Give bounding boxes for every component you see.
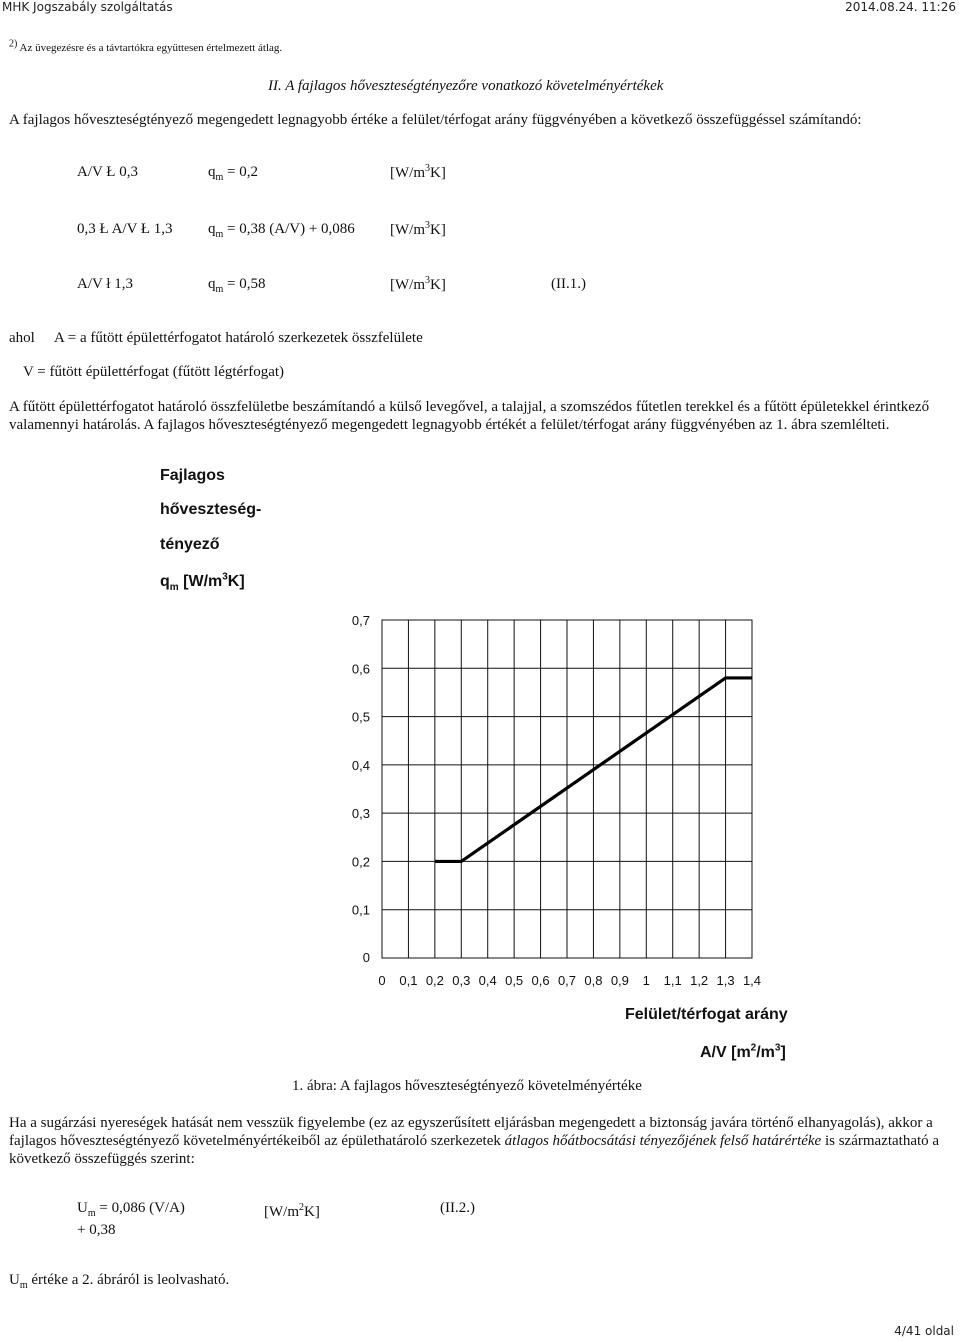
y-tick-label: 0,2: [351, 854, 370, 870]
formula-unit: [390, 277, 446, 294]
formula-unit: [390, 222, 446, 239]
unit-text: [W/m: [390, 222, 425, 238]
formula-rhs: = 0,58: [223, 276, 266, 292]
x-tick-label: 0,7: [557, 973, 577, 988]
formula2-unit: [264, 1204, 320, 1221]
section-title: II. A fajlagos hőveszteségtényezőre vonatkozó követelményértékek: [268, 78, 664, 94]
y-tick-label: 0,5: [351, 709, 370, 725]
unit-exponent: 3: [774, 1042, 781, 1054]
y-tick-label: 0,1: [351, 902, 370, 918]
q-subscript: m: [169, 582, 179, 594]
q-subscript: m: [215, 172, 224, 183]
formula2-rhs: = 0,086 (V/A): [95, 1200, 185, 1216]
chart-xlabel-unit: [700, 1044, 786, 1062]
x-tick-label: 0,6: [531, 973, 550, 988]
y-tick-label: 0,3: [351, 806, 370, 822]
print-datetime: 2014.08.24. 11:26: [845, 0, 956, 14]
unit-exponent: 3: [425, 275, 430, 286]
q-subscript: m: [215, 284, 224, 295]
x-tick-label: 1,4: [742, 973, 762, 988]
chart-ylabel-line: hőveszteség-: [160, 501, 262, 518]
formula-expression: [208, 164, 258, 181]
x-tick-label: 1: [642, 973, 650, 988]
x-tick-label: 1,3: [716, 973, 735, 988]
where-label: ahol: [9, 330, 35, 346]
formula2-continuation: + 0,38: [77, 1222, 116, 1238]
footnote: [9, 38, 283, 54]
x-tick-label: 0,5: [505, 973, 524, 988]
formula-expression: [208, 221, 355, 238]
x-tick-label: 0,3: [452, 973, 471, 988]
unit-text: /m: [756, 1044, 775, 1061]
footnote-text: Az üvegezésre és a távtartókra együttesen értelmezett átlag.: [19, 42, 283, 54]
unit-text: A/V [m: [700, 1044, 751, 1061]
y-tick-label: 0: [362, 950, 370, 965]
definition-a: A = a fűtött épülettérfogatot határoló szerkezetek összfelülete: [54, 330, 423, 346]
unit-text: K]: [430, 277, 446, 293]
formula-rhs: = 0,38 (A/V) + 0,086: [223, 221, 355, 237]
unit-text: K]: [430, 165, 446, 181]
unit-exponent: 3: [222, 571, 228, 583]
unit-text: [W/m: [390, 165, 425, 181]
unit-text: [W/m: [390, 277, 425, 293]
closing-text: értéke a 2. ábráról is leolvasható.: [27, 1272, 230, 1288]
unit-exponent: 2: [750, 1042, 757, 1054]
paragraph-text: is származtatható a következő összefüggés szerint:: [9, 1133, 940, 1167]
unit-text: K]: [227, 573, 245, 590]
q-symbol: q: [208, 276, 216, 292]
formula-condition: A/V ł 1,3: [77, 276, 133, 292]
u-symbol: U: [9, 1272, 20, 1288]
formula-reference: (II.1.): [551, 276, 586, 292]
page-number: 4/41 oldal: [894, 1324, 954, 1338]
chart-ylabel-unit: [160, 571, 245, 594]
formula2-expression: [77, 1200, 185, 1217]
formula-rhs: = 0,2: [223, 164, 258, 180]
chart-ylabel-line: tényező: [160, 536, 220, 553]
q-symbol: q: [208, 221, 216, 237]
unit-exponent: 3: [425, 220, 430, 231]
u-subscript: m: [87, 1208, 96, 1219]
y-tick-label: 0,6: [351, 661, 370, 677]
x-tick-label: 1,2: [690, 973, 709, 988]
paragraph-emphasis: átlagos hőátbocsátási tényezőjének felső határértéke: [504, 1133, 822, 1149]
x-tick-label: 0,4: [478, 973, 497, 988]
q-subscript: m: [215, 229, 224, 240]
formula2-reference: (II.2.): [440, 1200, 475, 1216]
chart-xlabel: Felület/térfogat arány: [625, 1006, 788, 1023]
x-tick-label: 0,8: [584, 973, 603, 988]
q-symbol: q: [208, 164, 216, 180]
x-tick-label: 0,2: [425, 973, 444, 988]
formula-expression: [208, 276, 266, 293]
u-symbol: U: [77, 1200, 88, 1216]
y-tick-label: 0,4: [351, 757, 370, 773]
x-tick-label: 1,1: [663, 973, 682, 988]
footnote-marker: 2): [9, 38, 18, 50]
paragraph-um: [9, 1114, 953, 1168]
intro-text: A fajlagos hőveszteségtényező megengedett legnagyobb értéke a felület/térfogat arány függvényében a következő összefüggéssel számítandó:: [9, 112, 862, 128]
formula-condition: 0,3 Ł A/V Ł 1,3: [77, 221, 173, 237]
unit-exponent: 3: [425, 163, 430, 174]
closing-line: [9, 1272, 229, 1289]
x-tick-label: 0,1: [399, 973, 418, 988]
definition-v: V = fűtött épülettérfogat (fűtött légtérfogat): [23, 364, 285, 380]
page-header: [0, 0, 960, 16]
formula-condition: A/V Ł 0,3: [77, 164, 138, 180]
plot-area: [382, 620, 752, 958]
y-tick-label: 0,7: [351, 613, 370, 628]
paragraph-text: Ha a sugárzási nyereségek hatását nem vesszük figyelembe (ez az egyszerűsített eljárásban megengedett a biztonság javára történő elhanyagolás), akkor a fajlagos hőveszteségtényező követelményértékeiből az épülethatároló szerkezetek: [9, 1115, 933, 1149]
unit-exponent: 2: [299, 1202, 304, 1213]
unit-text: ]: [780, 1044, 786, 1061]
unit-text: [W/m: [178, 573, 223, 590]
x-tick-label: 0,9: [610, 973, 629, 988]
chart-ylabel-line: Fajlagos: [160, 467, 225, 484]
paragraph-boundary: A fűtött épülettérfogatot határoló összfelületbe beszámítandó a külső levegővel, a talajjal, a szomszédos fűtetlen terekkel és a fűtött épületekkel érintkező valamennyi határolás. A fajlagos hőveszteségtényező megengedett legnagyobb értékét a felület/térfogat arány függvényében az 1. ábra szemlélteti.: [9, 399, 930, 433]
series-line: [435, 678, 752, 861]
formula-unit: [390, 165, 446, 182]
x-tick-label: 0: [378, 973, 386, 988]
unit-text: K]: [304, 1204, 320, 1220]
site-name: MHK Jogszabály szolgáltatás: [2, 0, 173, 14]
unit-text: [W/m: [264, 1204, 299, 1220]
u-subscript: m: [19, 1280, 28, 1291]
figure-caption: 1. ábra: A fajlagos hőveszteségtényező követelményértéke: [292, 1078, 642, 1094]
q-symbol: q: [160, 573, 170, 590]
unit-text: K]: [430, 222, 446, 238]
